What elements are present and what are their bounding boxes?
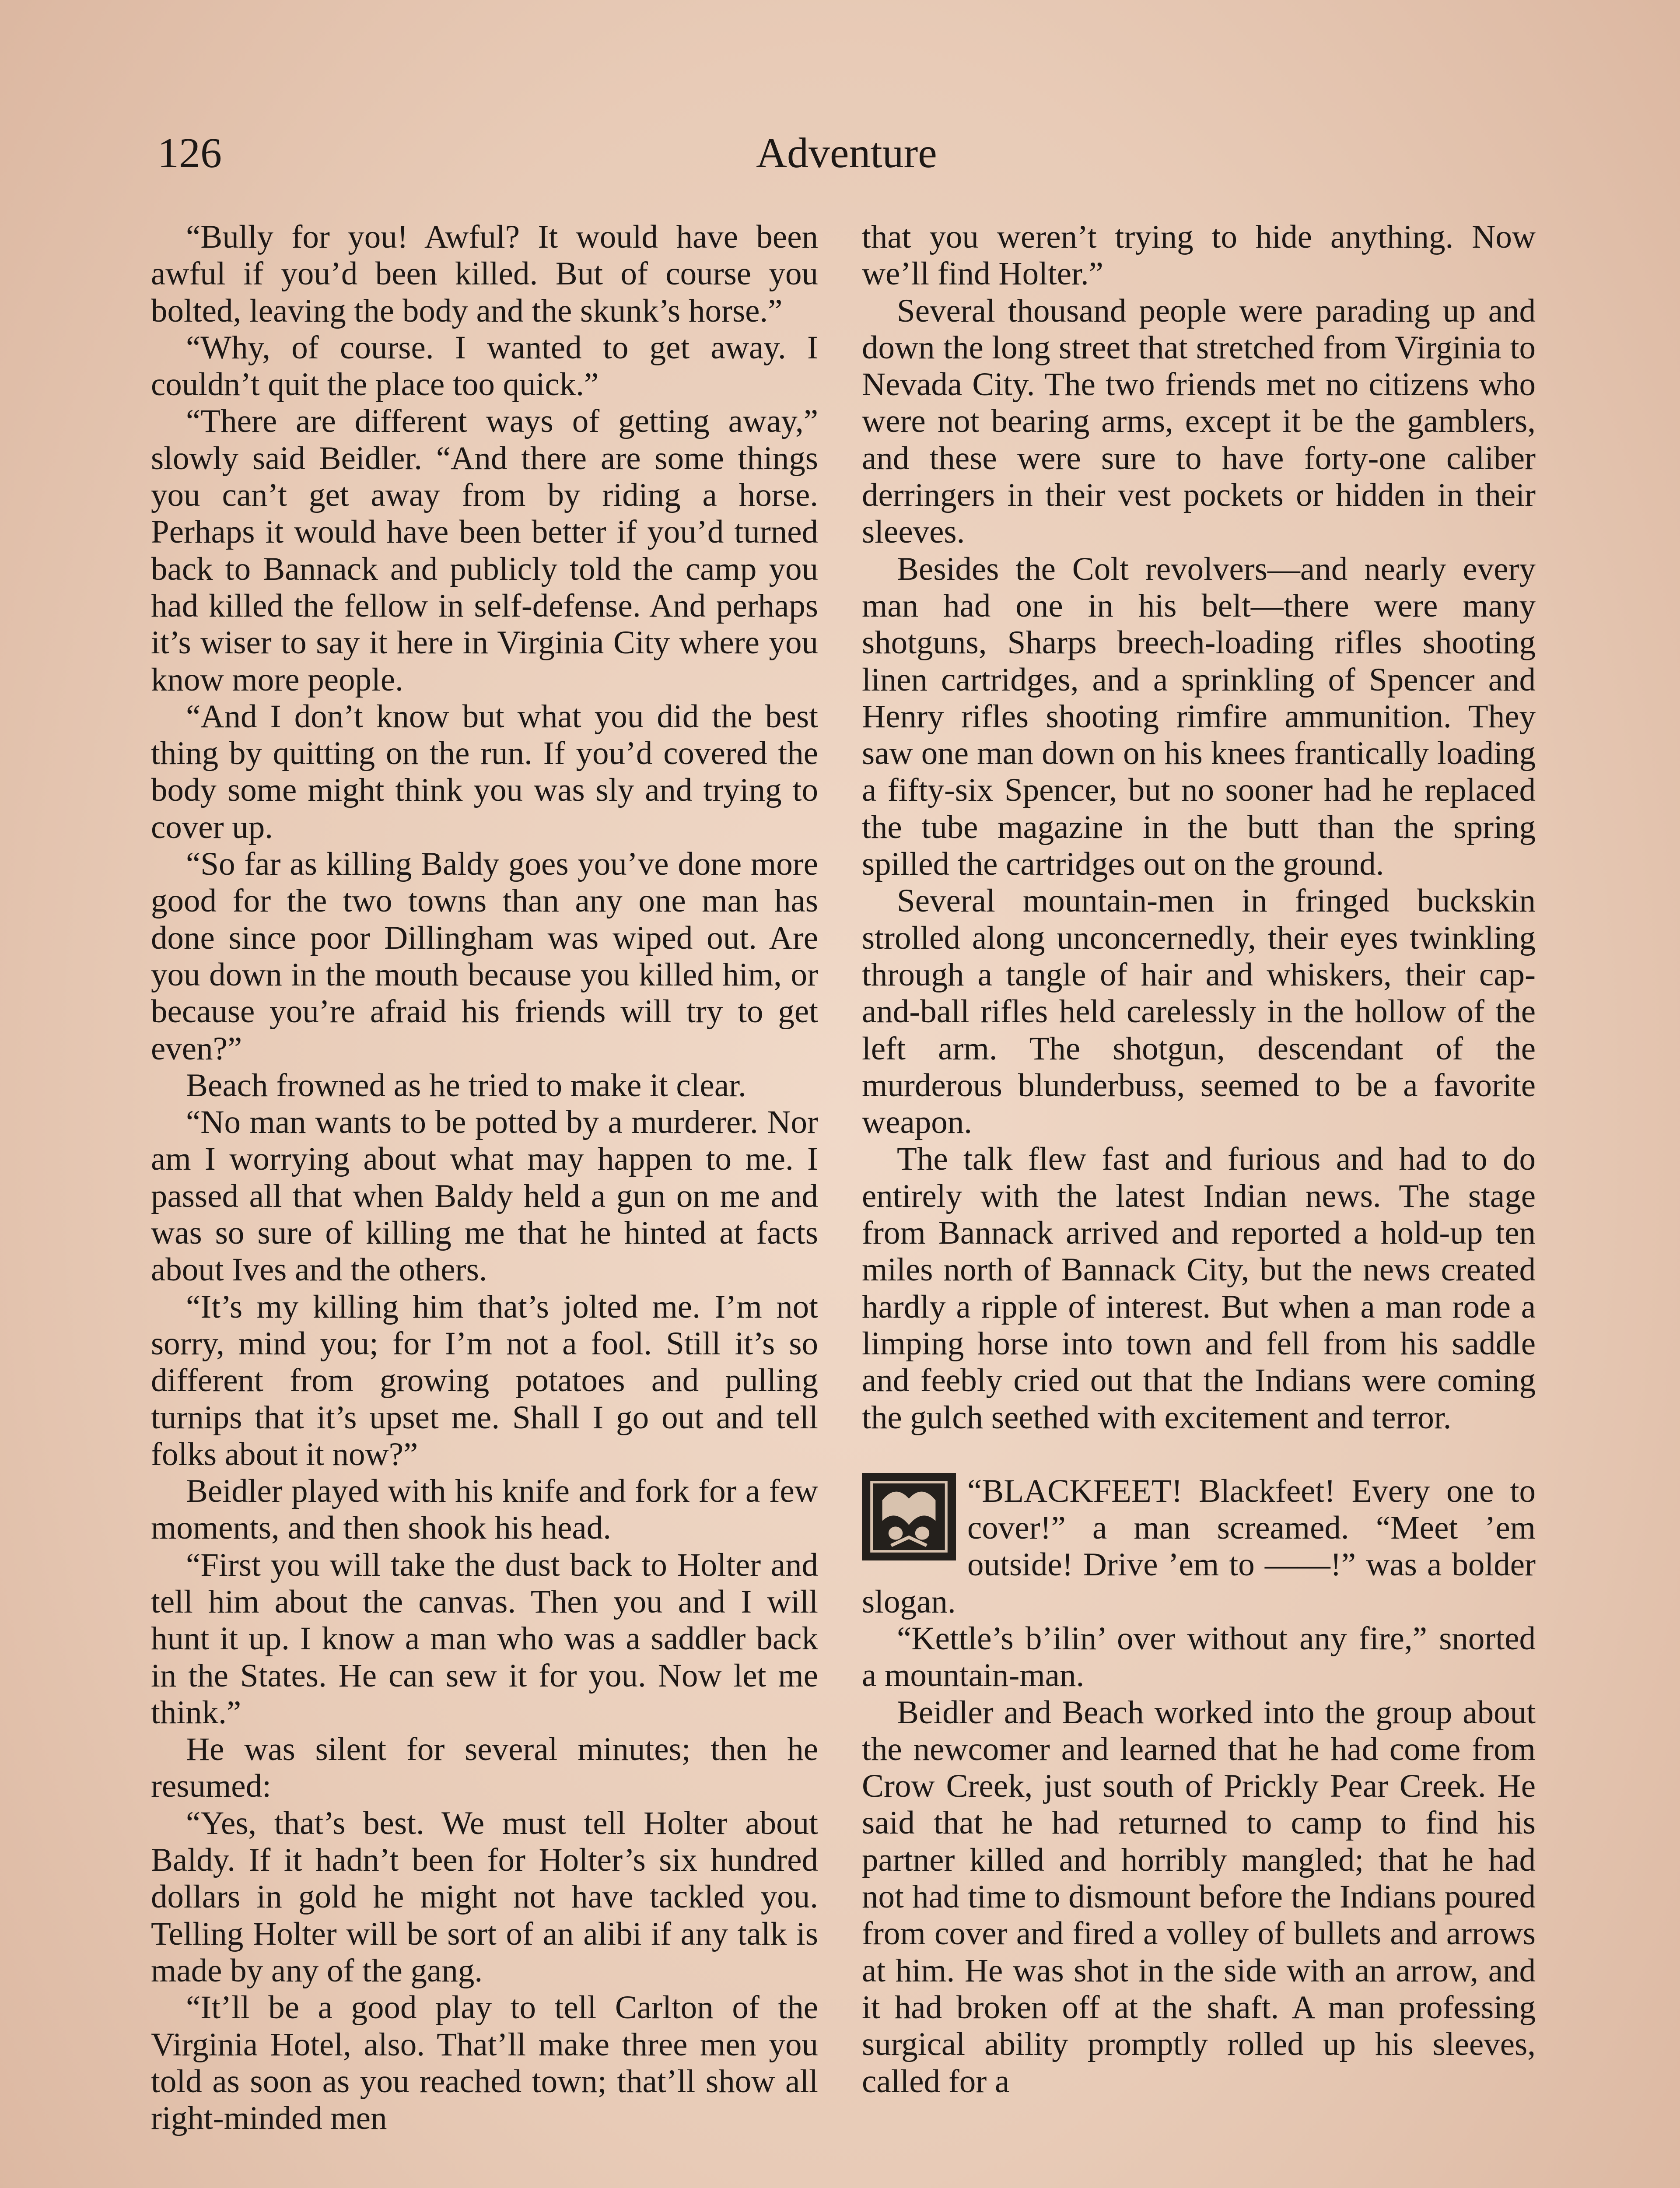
paragraph: “It’ll be a good play to tell Carlton of the Virginia Hotel, also. That’ll make three men you told as soon as you reached town; that’ll show all right-minded men [151,1989,818,2137]
running-title: Adventure [756,130,937,177]
paragraph: Several mountain-men in fringed buckskin strolled along unconcernedly, their eyes twinkling through a tangle of hair and whiskers, their cap-and-ball rifles held carelessly in the hollow of the left arm. The shotgun, descendant of the murderous blunderbuss, seemed to be a favorite weapon. [862,883,1536,1141]
paragraph: “Bully for you! Awful? It would have been awful if you’d been killed. But of course you bolted, leaving the body and the skunk’s horse.” [151,219,818,329]
paragraph: Besides the Colt revolvers—and nearly every man had one in his belt—there were many shotguns, Sharps breech-loading rifles shooting linen cartridges, and a sprinkling of Spencer and Henry rifles shooting rimfire ammunition. They saw one man down on his knees frantically loading a fifty-six Spencer, but no sooner had he replaced the tube magazine in the butt than the spring spilled the cartridges out on the ground. [862,551,1536,883]
paragraph: He was silent for several minutes; then he resumed: [151,1731,818,1805]
page-number: 126 [158,130,222,177]
paragraph: “There are different ways of getting away,” slowly said Beidler. “And there are some things you can’t get away from by riding a horse. Perhaps it would have been better if you’d turned back to Bannack and publicly told the camp you had killed the fellow in self-defense. And perhaps it’s wiser to say it here in Virginia City where you know more people. [151,403,818,698]
paragraph: “No man wants to be potted by a murderer. Nor am I worrying about what may happen to me. I passed all that when Baldy held a gun on me and was so sure of killing me that he hinted at facts about Ives and the others. [151,1104,818,1288]
paragraph: “It’s my killing him that’s jolted me. I’m not sorry, mind you; for I’m not a fool. Still it’s so different from growing potatoes and pulling turnips that it’s upset me. Shall I go out and tell folks about it now?” [151,1288,818,1473]
page-header [158,127,1536,179]
paragraph: “Why, of course. I wanted to get away. I couldn’t quit the place too quick.” [151,329,818,403]
paragraph: “Kettle’s b’ilin’ over without any fire,” snorted a mountain-man. [862,1620,1536,1694]
paragraph: Several thousand people were parading up and down the long street that stretched from Virginia to Nevada City. The two friends met no citizens who were not bearing arms, except it be the gamblers, and these were sure to have forty-one caliber derringers in their vest pockets or hidden in their sleeves. [862,292,1536,551]
right-column [862,219,1536,2100]
paragraph: “And I don’t know but what you did the best thing by quitting on the run. If you’d covered the body some might think you was sly and trying to cover up. [151,698,818,845]
paragraph: Beach frowned as he tried to make it clear. [186,1067,746,1104]
paragraph: “So far as killing Baldy goes you’ve done more good for the two towns than any one man has done since poor Dillingham was wiped out. Are you down in the mouth because you killed him, or because you’re afraid his friends will try to get even?” [151,846,818,1067]
paragraph: “First you will take the dust back to Holter and tell him about the canvas. Then you and I will hunt it up. I know a man who was a saddler back in the States. He can sew it for you. Now let me think.” [151,1546,818,1731]
paragraph: The talk flew fast and furious and had to do entirely with the latest Indian news. The stage from Bannack arrived and reported a hold-up ten miles north of Bannack City, but the news created hardly a ripple of interest. But when a man rode a limping horse into town and fell from his saddle and feebly cried out that the Indians were coming the gulch seethed with excitement and terror. [862,1141,1536,1436]
section-opening-text: “BLACKFEET! Blackfeet! Every one to cover!” a man screamed. “Meet ’em outside! Drive ’em to ——!” was a bolder slogan. [862,1473,1536,1620]
section-opening [862,1473,1536,1620]
paragraph: “Yes, that’s best. We must tell Holter about Baldy. If it hadn’t been for Holter’s six hundred dollars in gold he might not have tackled you. Telling Holter will be sort of an alibi if any talk is made by any of the gang. [151,1805,818,1989]
paragraph: Beidler and Beach worked into the group about the newcomer and learned that he had come from Crow Creek, just south of Prickly Pear Creek. He said that he had returned to camp to find his partner killed and horribly mangled; that he had not had time to dismount before the Indians poured from cover and fired a volley of bullets and arrows at him. He was shot in the side with an arrow, and it had broken off at the shaft. A man professing surgical ability promptly rolled up his sleeves, called for a [862,1694,1536,2100]
left-column [151,219,818,2137]
continued-paragraph: that you weren’t trying to hide anything. Now we’ll find Holter.” [862,219,1536,292]
paragraph: Beidler played with his knife and fork for a few moments, and then shook his head. [151,1473,818,1546]
decorative-vignette-icon [862,1473,956,1560]
